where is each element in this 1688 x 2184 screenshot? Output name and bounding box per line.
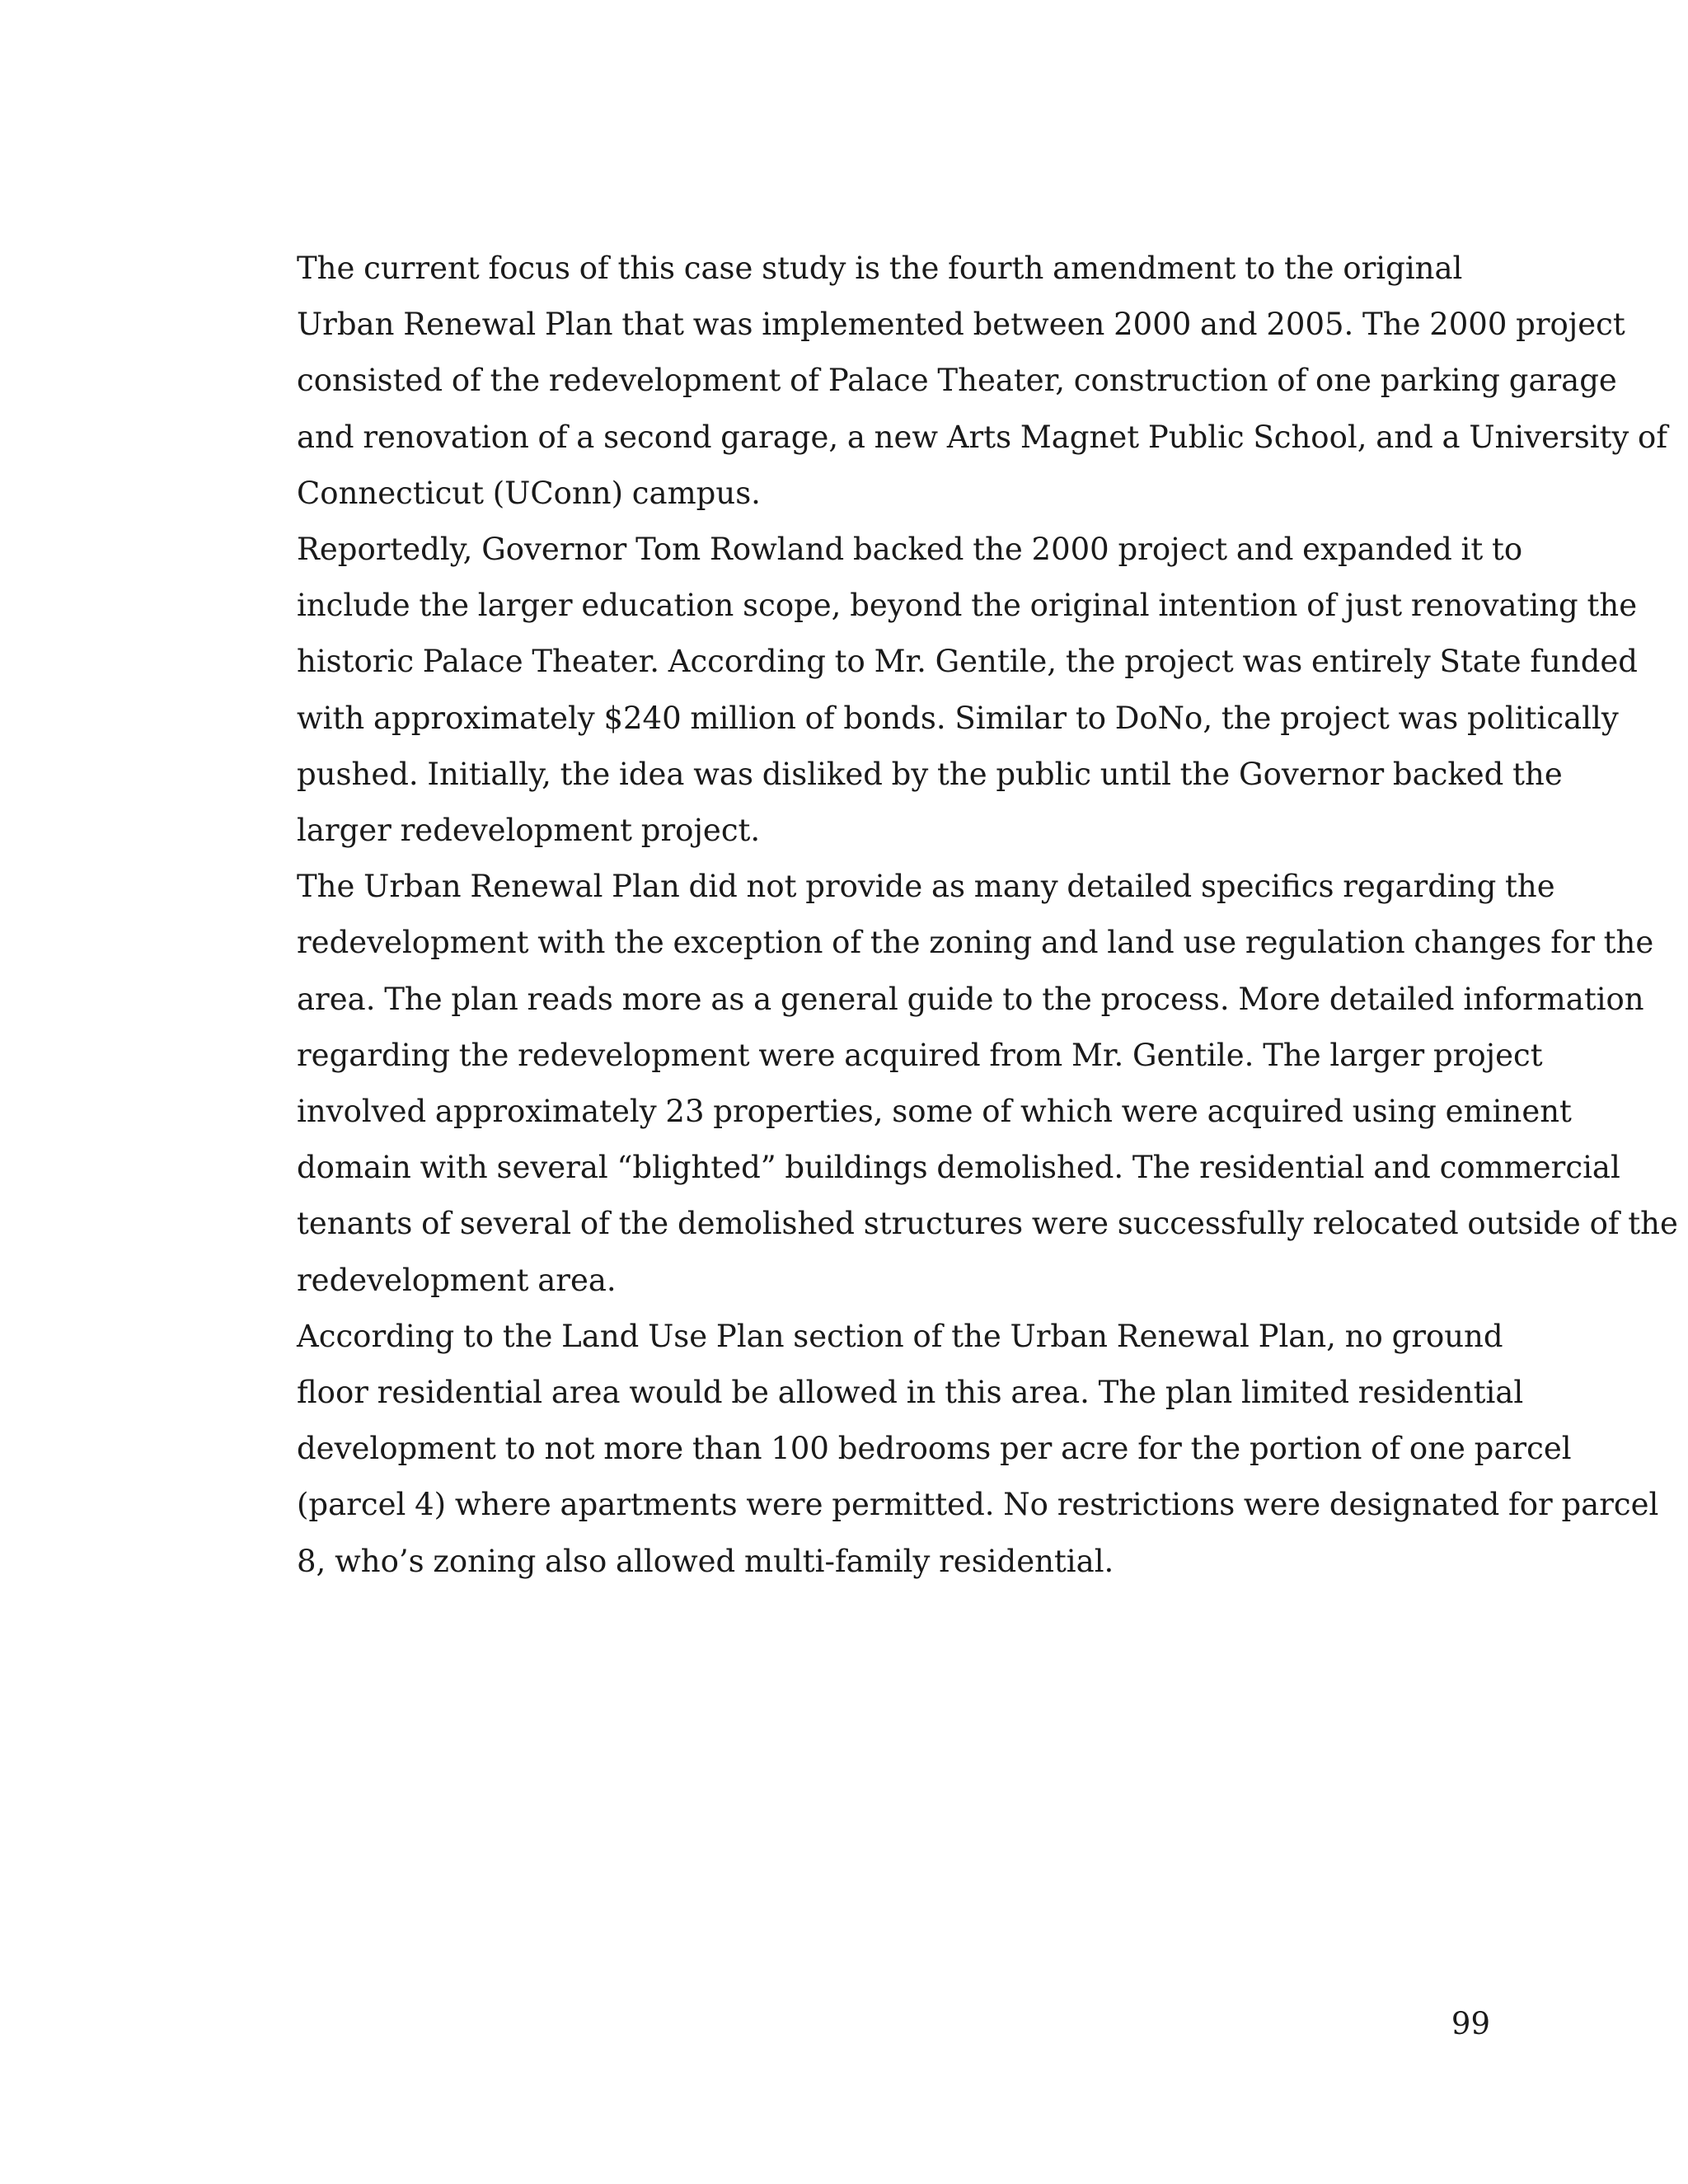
paragraph-line: involved approximately 23 properties, some of which were acquired using eminent <box>297 1094 1572 1130</box>
paragraph-line: Urban Renewal Plan that was implemented between 2000 and 2005. The 2000 project <box>297 307 1625 343</box>
paragraph-line: pushed. Initially, the idea was disliked by the public until the Governor backed the <box>297 756 1563 792</box>
paragraph-line: area. The plan reads more as a general guide to the process. More detailed information <box>297 981 1644 1017</box>
paragraph-line: redevelopment area. <box>297 1262 617 1298</box>
paragraph-line: include the larger education scope, beyond the original intention of just renovating the <box>297 588 1638 624</box>
paragraph-line: with approximately $240 million of bonds. Similar to DoNo, the project was politically <box>297 700 1619 736</box>
paragraph-line: consisted of the redevelopment of Palace Theater, construction of one parking garage <box>297 363 1617 399</box>
paragraph-line: The current focus of this case study is the fourth amendment to the original <box>297 251 1463 286</box>
paragraph-line: redevelopment with the exception of the zoning and land use regulation changes for the <box>297 925 1654 961</box>
paragraph-line: larger redevelopment project. <box>297 813 761 849</box>
paragraph-line: The Urban Renewal Plan did not provide as many detailed specifics regarding the <box>297 869 1555 905</box>
paragraph-3 <box>198 859 1678 1309</box>
paragraph-line: floor residential area would be allowed in this area. The plan limited residential <box>297 1375 1524 1411</box>
paragraph-1 <box>198 241 1668 522</box>
page-number: 99 <box>1451 2006 1490 2041</box>
body-text <box>198 241 1678 1590</box>
paragraph-line: (parcel 4) where apartments were permitted. No restrictions were designated for parcel <box>297 1487 1659 1523</box>
paragraph-4 <box>198 1309 1659 1590</box>
paragraph-line: tenants of several of the demolished structures were successfully relocated outside of the <box>297 1206 1678 1242</box>
paragraph-line: 8, who’s zoning also allowed multi-family residential. <box>297 1543 1114 1579</box>
paragraph-line: Connecticut (UConn) campus. <box>297 475 761 511</box>
paragraph-line: regarding the redevelopment were acquired from Mr. Gentile. The larger project <box>297 1037 1543 1073</box>
paragraph-line: development to not more than 100 bedrooms per acre for the portion of one parcel <box>297 1431 1572 1467</box>
paragraph-line: historic Palace Theater. According to Mr. Gentile, the project was entirely State funded <box>297 644 1638 680</box>
paragraph-2 <box>198 522 1638 859</box>
paragraph-line: According to the Land Use Plan section of the Urban Renewal Plan, no ground <box>297 1318 1503 1354</box>
paragraph-line: and renovation of a second garage, a new Arts Magnet Public School, and a University of <box>297 419 1668 455</box>
paragraph-line: Reportedly, Governor Tom Rowland backed the 2000 project and expanded it to <box>297 532 1523 568</box>
paragraph-line: domain with several “blighted” buildings demolished. The residential and commercial <box>297 1150 1620 1186</box>
